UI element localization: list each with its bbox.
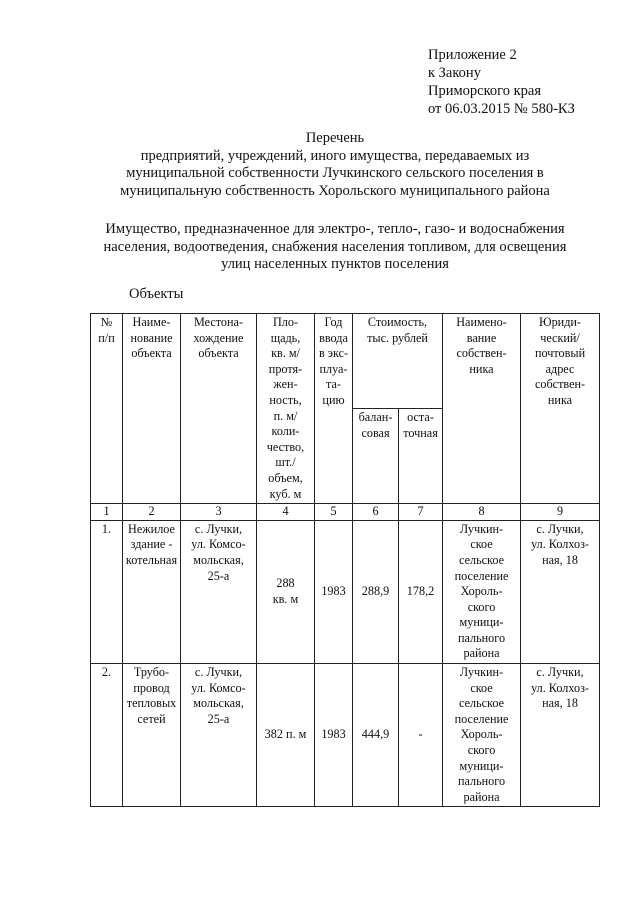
header-location xyxy=(181,314,257,504)
appendix-line-1: Приложение 2 xyxy=(428,47,517,63)
header-location-line: Местона- xyxy=(193,315,244,329)
cell-year-line: 1983 xyxy=(321,727,346,742)
cell-owner-line: Лучкин- xyxy=(459,521,504,536)
section-label: Объекты xyxy=(129,286,184,302)
table-row xyxy=(91,520,600,663)
cell-address-line: с. Лучки, xyxy=(536,665,584,680)
cell-location-line: 25-а xyxy=(207,711,230,726)
cell-num xyxy=(91,664,123,807)
header-row xyxy=(91,314,600,409)
header-area-line: шт./ xyxy=(275,455,296,470)
cell-name-line: котельная xyxy=(125,552,178,567)
cell-address-line: ул. Колхоз- xyxy=(531,537,589,552)
cell-year-line: 1983 xyxy=(321,584,346,599)
cell-num-line: 1. xyxy=(101,521,112,536)
header-balance-line: балан- xyxy=(358,410,393,425)
cell-location-line: ул. Комсо- xyxy=(191,680,246,695)
header-area-line: протя- xyxy=(268,361,303,376)
cell-owner-line: сельское xyxy=(459,696,504,711)
cell-address-line: ул. Колхоз- xyxy=(531,680,589,695)
header-area-line: куб. м xyxy=(269,486,302,501)
column-number: 3 xyxy=(181,504,257,521)
header-area-line: Пло- xyxy=(272,315,299,329)
header-owner-line: собствен- xyxy=(456,346,507,361)
cell-year xyxy=(315,664,353,807)
cell-name-line: здание - xyxy=(130,537,173,552)
cell-year xyxy=(315,520,353,663)
appendix-line-3: Приморского края xyxy=(428,83,542,99)
cell-owner-line: пального xyxy=(457,774,506,789)
column-number-row xyxy=(91,504,600,521)
cell-area-line: 288 xyxy=(276,576,295,591)
cell-num-line: 2. xyxy=(101,665,112,680)
header-address xyxy=(521,314,600,504)
header-address-line: ника xyxy=(547,392,573,407)
cell-balance-line: 444,9 xyxy=(361,727,390,742)
cell-num xyxy=(91,520,123,663)
cell-name xyxy=(123,664,181,807)
header-owner-line: вание xyxy=(466,330,497,345)
column-number: 4 xyxy=(257,504,315,521)
cell-owner-line: Лучкин- xyxy=(459,665,504,680)
header-name-line: Наиме- xyxy=(132,315,171,329)
header-year-line: Год xyxy=(324,315,343,329)
header-year-line: ввода xyxy=(319,330,348,345)
cell-location-line: мольская, xyxy=(193,552,244,567)
cell-location xyxy=(181,520,257,663)
header-location-line: объекта xyxy=(198,346,239,361)
cell-owner-line: района xyxy=(463,646,500,661)
table-body xyxy=(91,314,600,807)
header-area-line: кв. м/ xyxy=(271,346,300,361)
title-line-2: предприятий, учреждений, иного имущества, передаваемых из xyxy=(140,147,530,164)
column-number: 8 xyxy=(443,504,521,521)
header-area xyxy=(257,314,315,504)
cell-address-line: ная, 18 xyxy=(542,552,578,567)
cell-owner-line: пального xyxy=(457,630,506,645)
header-year-line: цию xyxy=(322,392,345,407)
header-location-line: хождение xyxy=(193,330,244,345)
header-area-line: п. м/ xyxy=(273,408,298,423)
header-name-line: объекта xyxy=(131,346,172,361)
header-address-line: адрес xyxy=(545,361,575,376)
column-number: 1 xyxy=(91,504,123,521)
cell-residual-line: - xyxy=(418,727,423,742)
appendix-reference xyxy=(428,46,575,118)
header-address-line: ческий/ xyxy=(540,330,580,345)
cell-name-line: тепловых xyxy=(126,696,177,711)
cell-owner-line: Хороль- xyxy=(460,584,503,599)
cell-location-line: мольская, xyxy=(193,696,244,711)
cell-location-line: с. Лучки, xyxy=(194,665,243,680)
column-number: 6 xyxy=(353,504,399,521)
cell-location-line: с. Лучки, xyxy=(194,521,243,536)
header-residual-line: оста- xyxy=(407,410,434,425)
header-owner xyxy=(443,314,521,504)
cell-residual-line: 178,2 xyxy=(406,584,435,599)
header-area-line: чество, xyxy=(266,439,305,454)
cell-name-line: сетей xyxy=(137,711,166,726)
header-area-line: жен- xyxy=(273,377,298,392)
cell-name-line: провод xyxy=(133,680,170,695)
cell-location-line: ул. Комсо- xyxy=(191,537,246,552)
cell-owner-line: ское xyxy=(470,680,493,695)
column-number: 2 xyxy=(123,504,181,521)
header-balance xyxy=(353,409,399,504)
document-subtitle xyxy=(70,221,600,274)
column-number: 7 xyxy=(399,504,443,521)
cell-address-line: ная, 18 xyxy=(542,696,578,711)
appendix-line-2: к Закону xyxy=(428,65,481,81)
appendix-line-4: от 06.03.2015 № 580-КЗ xyxy=(428,101,575,117)
cell-area xyxy=(257,664,315,807)
cell-owner xyxy=(443,664,521,807)
cell-address-line: с. Лучки, xyxy=(536,521,584,536)
cell-residual xyxy=(399,664,443,807)
cell-balance xyxy=(353,520,399,663)
header-residual xyxy=(399,409,443,504)
header-name-line: нование xyxy=(130,330,173,345)
subtitle-line-1: Имущество, предназначенное для электро-, тепло-, газо- и водоснабжения xyxy=(105,221,565,237)
header-num xyxy=(91,314,123,504)
title-line-1: Перечень xyxy=(305,130,365,146)
title-line-4: муниципальную собственность Хорольского муниципального района xyxy=(120,182,550,199)
cell-owner-line: ское xyxy=(470,537,493,552)
cell-owner-line: муници- xyxy=(459,615,504,630)
header-residual-line: точная xyxy=(403,425,438,440)
header-owner-line: ника xyxy=(469,361,494,376)
header-year xyxy=(315,314,353,504)
header-address-line: собствен- xyxy=(534,377,586,392)
cell-name-line: Трубо- xyxy=(133,665,170,680)
cell-address xyxy=(521,520,600,663)
cell-owner-line: поселение xyxy=(454,711,509,726)
cell-name-line: Нежилое xyxy=(128,521,175,536)
cell-residual xyxy=(399,520,443,663)
header-cost-line: тыс. рублей xyxy=(367,330,428,345)
header-cost-line: Стоимость, xyxy=(367,315,428,329)
cell-owner-line: ского xyxy=(467,599,496,614)
header-cost xyxy=(353,314,443,409)
cell-balance xyxy=(353,664,399,807)
subtitle-line-2: населения, водоотведения, снабжения населения топливом, для освещения xyxy=(103,238,567,255)
header-address-line: Юриди- xyxy=(539,315,581,329)
cell-owner-line: района xyxy=(463,789,500,804)
cell-location-line: 25-а xyxy=(207,568,230,583)
header-year-line: в экс- xyxy=(318,346,349,361)
cell-owner-line: поселение xyxy=(454,568,509,583)
subtitle-line-3: улиц населенных пунктов поселения xyxy=(221,256,449,272)
cell-address xyxy=(521,664,600,807)
header-owner-line: Наимено- xyxy=(456,315,507,329)
header-area-line: ность, xyxy=(269,392,302,407)
header-num-line: п/п xyxy=(98,330,115,345)
header-area-line: объем, xyxy=(268,470,303,485)
header-area-line: коли- xyxy=(271,424,300,439)
cell-owner-line: Хороль- xyxy=(460,727,503,742)
cell-area-line: кв. м xyxy=(272,591,299,606)
header-area-line: щадь, xyxy=(270,330,301,345)
title-line-3: муниципальной собственности Лучкинского сельского поселения в xyxy=(126,165,544,181)
cell-owner-line: сельское xyxy=(459,552,504,567)
cell-area-line: 382 п. м xyxy=(264,727,307,742)
header-year-line: плуа- xyxy=(319,361,348,376)
cell-area xyxy=(257,520,315,663)
header-year-line: та- xyxy=(326,377,341,392)
cell-owner-line: муници- xyxy=(459,758,504,773)
cell-owner-line: ского xyxy=(467,743,496,758)
header-balance-line: совая xyxy=(361,425,390,440)
header-num-line: № xyxy=(100,315,113,329)
cell-name xyxy=(123,520,181,663)
cell-balance-line: 288,9 xyxy=(361,584,390,599)
document-title xyxy=(70,130,600,200)
header-name xyxy=(123,314,181,504)
header-address-line: почтовый xyxy=(534,346,586,361)
table-row xyxy=(91,664,600,807)
cell-owner xyxy=(443,520,521,663)
cell-location xyxy=(181,664,257,807)
property-table xyxy=(90,313,600,807)
column-number: 5 xyxy=(315,504,353,521)
column-number: 9 xyxy=(521,504,600,521)
